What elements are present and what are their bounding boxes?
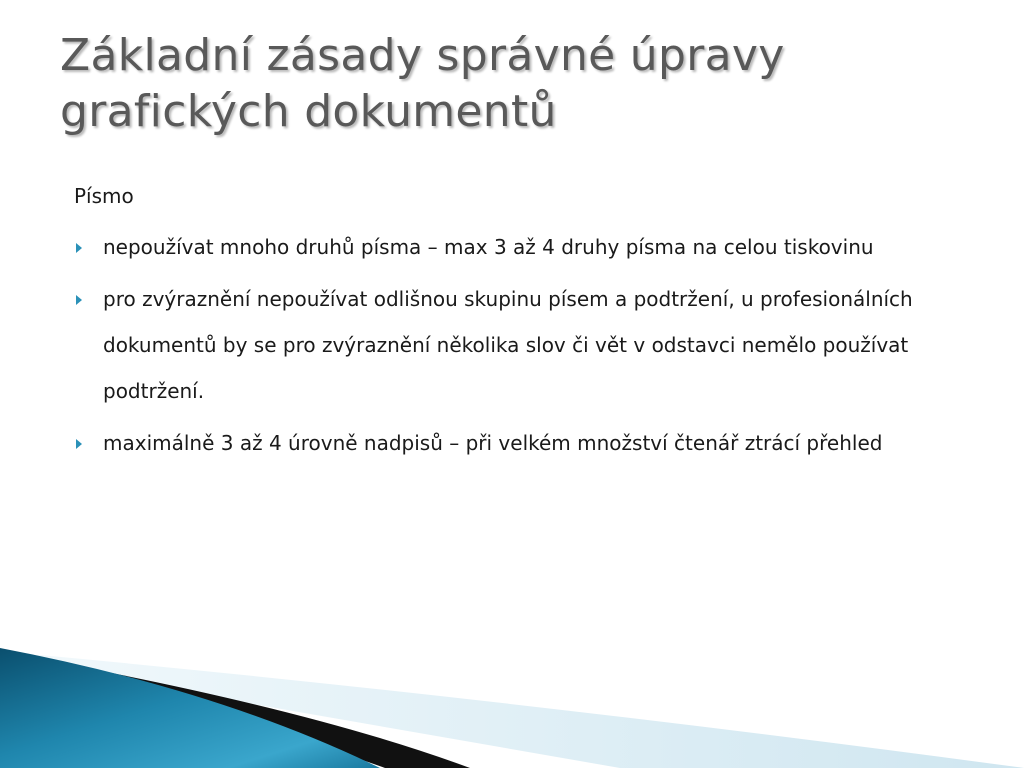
section-heading: Písmo — [74, 184, 134, 208]
bullet-item — [74, 420, 964, 466]
triangle-right-icon — [76, 439, 82, 449]
swoosh-black-band — [0, 652, 470, 768]
slide-content — [74, 178, 964, 472]
slide-title: Základní zásady správné úpravy grafických dokumentů — [60, 30, 785, 137]
bullet-item — [74, 224, 964, 270]
bullet-list — [74, 224, 964, 466]
bullet-text: maximálně 3 až 4 úrovně nadpisů – při velkém množství čtenář ztrácí přehled — [103, 431, 883, 455]
bullet-text: nepoužívat mnoho druhů písma – max 3 až 4 druhy písma na celou tiskovinu — [103, 235, 874, 259]
triangle-right-icon — [76, 243, 82, 253]
triangle-right-icon — [76, 295, 82, 305]
swoosh-blue-band — [0, 648, 380, 768]
swoosh-light-band — [0, 655, 1024, 768]
bullet-text: pro zvýraznění nepoužívat odlišnou skupinu písem a podtržení, u profesionálních dokumentů by se pro zvýraznění několika slov či vět v odstavci nemělo používat podtržení. — [103, 287, 913, 403]
bullet-item — [74, 276, 964, 414]
